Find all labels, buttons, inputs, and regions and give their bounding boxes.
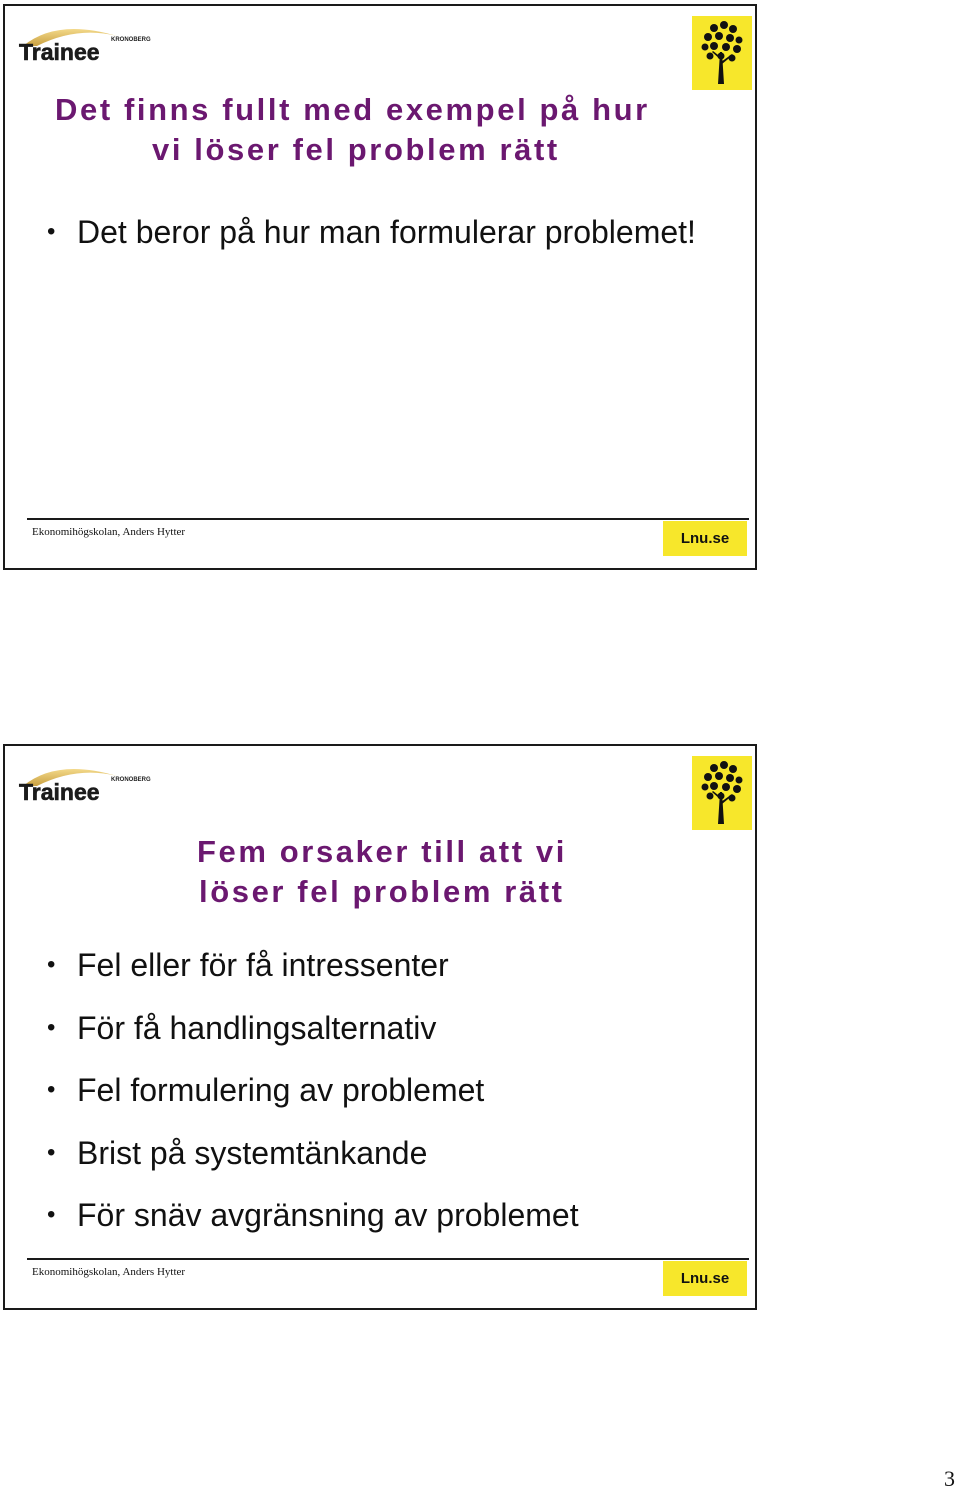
bullet-text: Fel formulering av problemet xyxy=(77,1072,485,1108)
bullet-item xyxy=(47,1070,579,1133)
footer-text: Ekonomihögskolan, Anders Hytter xyxy=(32,1266,186,1278)
bullet-dot-icon: • xyxy=(47,1076,56,1103)
footer-text: Ekonomihögskolan, Anders Hytter xyxy=(32,526,186,538)
lnu-badge: Lnu.se xyxy=(663,521,747,556)
bullet-dot-icon: • xyxy=(47,1201,56,1228)
tree-logo-icon xyxy=(692,16,752,90)
slide-1 xyxy=(3,4,757,570)
footer-divider xyxy=(27,518,749,520)
trainee-logo-subtext: KRONOBERG xyxy=(111,777,151,783)
slide-title xyxy=(195,832,615,912)
trainee-logo-text: Trainee xyxy=(19,39,100,65)
slide-title-line-2: vi löser fel problem rätt xyxy=(152,132,560,167)
bullet-text: Brist på systemtänkande xyxy=(77,1134,428,1171)
bullet-dot-icon: • xyxy=(47,951,56,978)
bullet-text: Fel eller för få intressenter xyxy=(77,947,449,983)
bullet-dot-icon: • xyxy=(47,218,56,245)
footer-divider xyxy=(27,1258,749,1260)
bullet-list xyxy=(47,945,579,1258)
slide-title-line-1: Fem orsaker till att vi xyxy=(197,834,567,869)
bullet-item xyxy=(47,1008,579,1071)
tree-logo-icon xyxy=(692,756,752,830)
slide-2 xyxy=(3,744,757,1310)
trainee-logo-subtext: KRONOBERG xyxy=(111,37,151,43)
bullet-text: För få handlingsalternativ xyxy=(77,1009,437,1046)
slide-title-line-1: Det finns fullt med exempel på hur xyxy=(55,92,650,127)
trainee-logo xyxy=(17,760,151,805)
slide-title xyxy=(55,90,695,170)
page-number: 3 xyxy=(944,1466,955,1491)
slide-title-line-2: löser fel problem rätt xyxy=(199,874,565,909)
trainee-logo xyxy=(17,20,151,65)
bullet-item xyxy=(47,212,696,252)
bullet-item xyxy=(47,945,579,1008)
bullet-dot-icon: • xyxy=(47,1013,56,1041)
bullet-list xyxy=(47,212,696,252)
bullet-dot-icon: • xyxy=(47,1138,56,1166)
bullet-text: Det beror på hur man formulerar problemet! xyxy=(77,214,696,250)
bullet-text: För snäv avgränsning av problemet xyxy=(77,1197,579,1233)
lnu-badge: Lnu.se xyxy=(663,1261,747,1296)
trainee-logo-text: Trainee xyxy=(19,779,100,805)
bullet-item xyxy=(47,1195,579,1258)
bullet-item xyxy=(47,1133,579,1196)
